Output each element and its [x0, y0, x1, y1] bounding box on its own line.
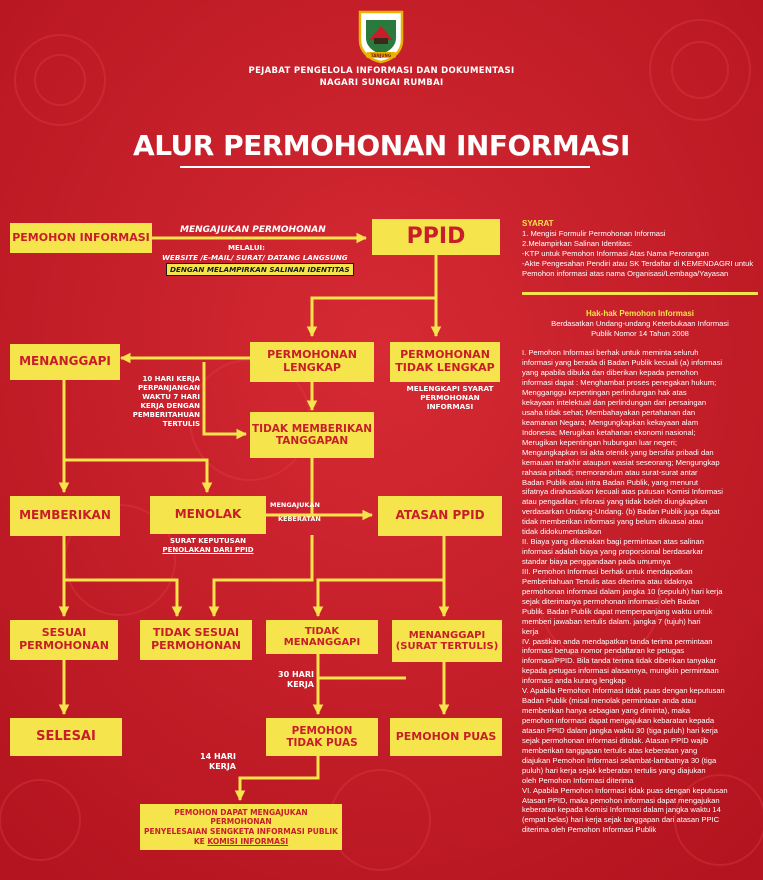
- hak-line: VI. Apabila Pemohon Informasi tidak puas dengan keputusan: [522, 785, 728, 795]
- menanggapi-tertulis-line-2: (SURAT TERTULIS): [395, 641, 499, 652]
- node-selesai: SELESAI: [10, 718, 122, 756]
- hak-line: Atasan PPID, maka pemohon informasi dapat mengajukan: [522, 795, 720, 805]
- hak-line: Publik. Badan Publik dapat memperpanjang waktu untuk: [522, 606, 713, 616]
- hak-line: verdasarkan Undang-Undang. (b) Badan Publik juga dapat: [522, 507, 720, 517]
- sepuluh-line-3: WAKTU 7 HARI: [142, 393, 200, 402]
- hak-line: permohonan informasi dalam jangka 10 (sepuluh) hari kerja: [522, 586, 723, 596]
- keberatan-line-2: KEBERATAN: [278, 515, 321, 524]
- hak-line: kekayaan intelektual dan perlindungan dari persaingan: [522, 398, 707, 408]
- node-menanggapi: MENANGGAPI: [10, 344, 120, 380]
- label-identitas: DENGAN MELAMPIRKAN SALINAN IDENTITAS: [166, 263, 354, 276]
- hak-line: oleh Pemohon Informasi diterima: [522, 775, 634, 785]
- tidak-lengkap-line-2: TIDAK LENGKAP: [395, 361, 495, 374]
- syarat-panel: [522, 219, 758, 279]
- label-mengajukan-permohonan: MENGAJUKAN PERMOHONAN: [180, 225, 326, 235]
- hak-line: standar biaya penggandaan pada umumnya: [522, 557, 671, 567]
- hak-line: informasi anda kurang lengkap: [522, 676, 626, 686]
- label-channels: WEBSITE /E-MAIL/ SURAT/ DATANG LANGSUNG: [162, 253, 348, 262]
- hak-line: (empat belas) hari kerja sejak tanggapan dari atasan PPIC: [522, 815, 720, 825]
- node-memberikan: MEMBERIKAN: [10, 496, 120, 536]
- hak-line: II. Biaya yang dikenakan bagi permintaan atas salinan: [522, 537, 704, 547]
- hak-line: sejak diterimanya permohonan informasi oleh Badan: [522, 596, 700, 606]
- komisi-line-1: PEMOHON DAPAT MENGAJUKAN PERMOHONAN: [174, 807, 308, 827]
- node-menanggapi-surat-tertulis: [392, 620, 502, 662]
- hak-line: memberikan hanya sebagian yang diminta), maka: [522, 706, 690, 716]
- node-atasan-ppid: ATASAN PPID: [378, 496, 502, 536]
- hak-line: kemauan terakhir ataupun wasiat seseorang; Mengungkap: [522, 457, 720, 467]
- surat-line-1: SURAT KEPUTUSAN: [170, 537, 246, 545]
- hak-line: Indonesia; Merugikan ketahanan ekonomi nasional;: [522, 427, 696, 437]
- crest-banner: TANJUNG: [370, 53, 392, 58]
- tidak-puas-line-2: TIDAK PUAS: [286, 737, 358, 749]
- hak-line: puluh) hari kerja sejak keberatan tertulis yang diajukan: [522, 765, 706, 775]
- sesuai-line-2: PERMOHONAN: [19, 639, 109, 652]
- surat-line-2: PENOLAKAN DARI PPID: [162, 545, 254, 554]
- sesuai-line-1: SESUAI: [41, 626, 87, 640]
- node-ppid: PPID: [372, 219, 500, 255]
- hak-line: tidak didokumentasikan: [522, 527, 602, 537]
- melengkapi-line-1: MELENGKAPI SYARAT: [406, 384, 494, 393]
- hak-line: sejak permohonan informasi ditolak. Atasan PPID wajib: [522, 735, 709, 745]
- hak-line: I. Pemohon Informasi berhak untuk meminta seluruh: [522, 348, 699, 358]
- syarat-line: -KTP untuk Pemohon Informasi Atas Nama Perorangan: [522, 249, 709, 259]
- label-melalui: MELALUI:: [228, 244, 265, 252]
- syarat-line: Pemohon informasi atas nama Organisasi/Lembaga/Yayasan: [522, 269, 729, 279]
- syarat-line: 1. Mengisi Formulir Permohonan Informasi: [522, 229, 666, 239]
- hak-list: [522, 348, 758, 835]
- hak-line: atau pengadilan; inforasi yang tidak boleh diungkapkan: [522, 497, 708, 507]
- arrow-10hari-tidak-memberikan: [204, 362, 246, 434]
- hak-line: keberatan kepada Komisi Informasi dalam jangka waktu 14: [522, 805, 721, 815]
- sepuluh-line-2: PERPANJANGAN: [138, 384, 200, 393]
- sepuluh-line-4: KERJA DENGAN: [140, 402, 200, 411]
- hak-subtitle-1: Berdasatkan Undang-undang Keterbukaan Informasi: [551, 319, 729, 329]
- hak-title: Hak-hak Pemohon Informasi: [585, 309, 695, 318]
- arrow-memberikan-tidak-sesuai: [64, 580, 177, 616]
- label-30-hari-kerja: [278, 670, 314, 690]
- hak-line: Badan Publik (misal menolak permintaan anda atau: [522, 696, 696, 706]
- hak-line: Mengganggu kepentingan perlindungan hak atas: [522, 388, 687, 398]
- komisi-ke: KE: [193, 836, 205, 846]
- hak-line: keamanan Negara; Mengungkapkan kekayaan alam: [522, 417, 699, 427]
- arrow-tidak-puas-komisi: [240, 756, 318, 800]
- label-10-hari-kerja: [124, 375, 200, 430]
- lengkap-line-1: PERMOHONAN: [267, 348, 357, 362]
- hak-line: Merugikan kepentingan hubungan luar negeri;: [522, 437, 677, 447]
- hak-line: usaha tidak sehat; Membahayakan pertahanan dan: [522, 407, 696, 417]
- hak-line: IV. pastikan anda mendapatkan tanda terima permintaan: [522, 636, 713, 646]
- sepuluh-line-6: TERTULIS: [162, 420, 200, 429]
- syarat-line: -Akte Pengesahan Pendiri atau SK Terdaftar di KEMENDAGRI untuk: [522, 259, 754, 269]
- label-surat-keputusan: [150, 537, 266, 555]
- hak-line: informasi/PPID. Bila tanda terima tidak diberikan tanyakar: [522, 656, 717, 666]
- hak-line: diajukan Pemohon Informasi selambat-lambatnya 30 (tiga: [522, 755, 717, 765]
- hak-line: memberikan tanggapan tertulis atas keberatan yang: [522, 745, 698, 755]
- hak-line: III. Pemohon Informasi berhak untuk mendapatkan: [522, 566, 693, 576]
- hak-line: atasan PPID dalam jangka waktu 30 (tiga puluh) hari kerja: [522, 725, 718, 735]
- node-sesuai-permohonan: [10, 620, 118, 660]
- hak-line: rahasia pribadi; memorandum atau surat-surat antar: [522, 467, 698, 477]
- node-pemohon-puas: PEMOHON PUAS: [390, 718, 502, 756]
- page-title: ALUR PERMOHONAN INFORMASI: [133, 129, 630, 162]
- melengkapi-line-2: PERMOHONAN INFORMASI: [420, 393, 480, 412]
- hak-line: Mengungkapkan isi akta otentik yang bersifat pribadi dan: [522, 447, 714, 457]
- hak-line: kerja: [522, 626, 539, 636]
- empat-belas-line-2: KERJA: [209, 762, 236, 771]
- hak-line: kepada petugas informasi alasannya, mungkin permintaan: [522, 666, 719, 676]
- hak-line: informasi yang berada di Badan Publik kecuali (a) informasi: [522, 358, 723, 368]
- label-14-hari-kerja: [196, 752, 236, 772]
- node-tidak-memberikan-tanggapan: [250, 412, 374, 458]
- hak-line: informasi berupa nomor pendaftaran ke petugas: [522, 646, 685, 656]
- hak-line: tidak memberikan informasi yang belum dikuasai atau: [522, 517, 704, 527]
- node-pemohon-tidak-puas: [266, 718, 378, 756]
- label-mengajukan-keberatan: [270, 500, 321, 525]
- hak-line: Badan Publik atau intra Badan Publik, yang menurut: [522, 477, 699, 487]
- komisi-line-3: [194, 837, 288, 847]
- lengkap-line-2: LENGKAP: [283, 361, 341, 374]
- arrow-atasan-tidak-menanggapi: [318, 536, 444, 616]
- empat-belas-line-1: 14 HARI: [200, 752, 236, 761]
- hak-line: yang apabila dibuka dan diberikan kepada pemohon: [522, 368, 699, 378]
- hak-line: memberi jawaban tertulis dalam. jangka 7 (tujuh) hari: [522, 616, 701, 626]
- sepuluh-line-1: 10 HARI KERJA: [142, 375, 200, 383]
- tiga-puluh-line-1: 30 HARI: [278, 670, 314, 679]
- hak-line: informasi adalah biaya yang proporsional berdasarkar: [522, 547, 704, 557]
- tidak-sesuai-line-1: TIDAK SESUAI: [152, 626, 240, 640]
- hak-line: informasi dapat : Menghambat proses penegakan hukum;: [522, 378, 717, 388]
- label-melengkapi-syarat: [398, 384, 502, 411]
- node-permohonan-lengkap: [250, 342, 374, 382]
- tidak-memberikan-line-1: TIDAK MEMBERIKAN: [252, 422, 372, 435]
- hak-line: pemohon informasi dapat mengajukan kebaratan kepada: [522, 716, 715, 726]
- hak-line: V. Apabila Pemohon Informasi tidak puas dengan keputusan: [522, 686, 725, 696]
- menanggapi-tertulis-line-1: MENANGGAPI: [408, 629, 486, 641]
- syarat-title: SYARAT: [522, 219, 554, 228]
- node-tidak-sesuai-permohonan: [140, 620, 252, 660]
- tidak-memberikan-line-2: TANGGAPAN: [275, 435, 349, 447]
- node-pemohon-informasi: PEMOHON INFORMASI: [10, 223, 152, 253]
- hak-line: Pemberitahuan Tertulis atas diterima atau tidaknya: [522, 576, 693, 586]
- sepuluh-line-5: PEMBERITAHUAN: [132, 411, 200, 420]
- node-permohonan-tidak-lengkap: [390, 342, 500, 382]
- syarat-divider: [522, 292, 758, 295]
- hak-panel: [522, 309, 758, 835]
- org-line-1: PEJABAT PENGELOLA INFORMASI DAN DOKUMENTASI: [248, 66, 515, 76]
- org-line-2: NAGARI SUNGAI RUMBAI: [319, 78, 444, 89]
- hak-line: sifatnya dirahasiakan kecuali atas putusan Komisi Informasi: [522, 487, 723, 497]
- tidak-puas-line-1: PEMOHON: [291, 724, 353, 737]
- node-komisi-informasi: [140, 804, 342, 850]
- tiga-puluh-line-2: KERJA: [287, 680, 314, 689]
- hak-line: diterima oleh Pemohon Informasi Publik: [522, 825, 657, 835]
- node-menolak: MENOLAK: [150, 496, 266, 534]
- tidak-lengkap-line-1: PERMOHONAN: [400, 348, 490, 362]
- node-tidak-menanggapi: TIDAK MENANGGAPI: [266, 620, 378, 654]
- syarat-list: [522, 229, 758, 279]
- tidak-sesuai-line-2: PERMOHONAN: [151, 639, 241, 652]
- keberatan-line-1: MENGAJUKAN: [270, 501, 320, 509]
- hak-subtitle-2: Publik Nomor 14 Tahun 2008: [591, 329, 689, 339]
- syarat-line: 2.Melampirkan Salinan Identitas:: [522, 239, 633, 249]
- komisi-target: KOMISI INFORMASI: [207, 836, 289, 846]
- komisi-line-2: PENYELESAIAN SENGKETA INFORMASI PUBLIK: [144, 827, 338, 836]
- arrow-menanggapi-menolak: [64, 460, 207, 492]
